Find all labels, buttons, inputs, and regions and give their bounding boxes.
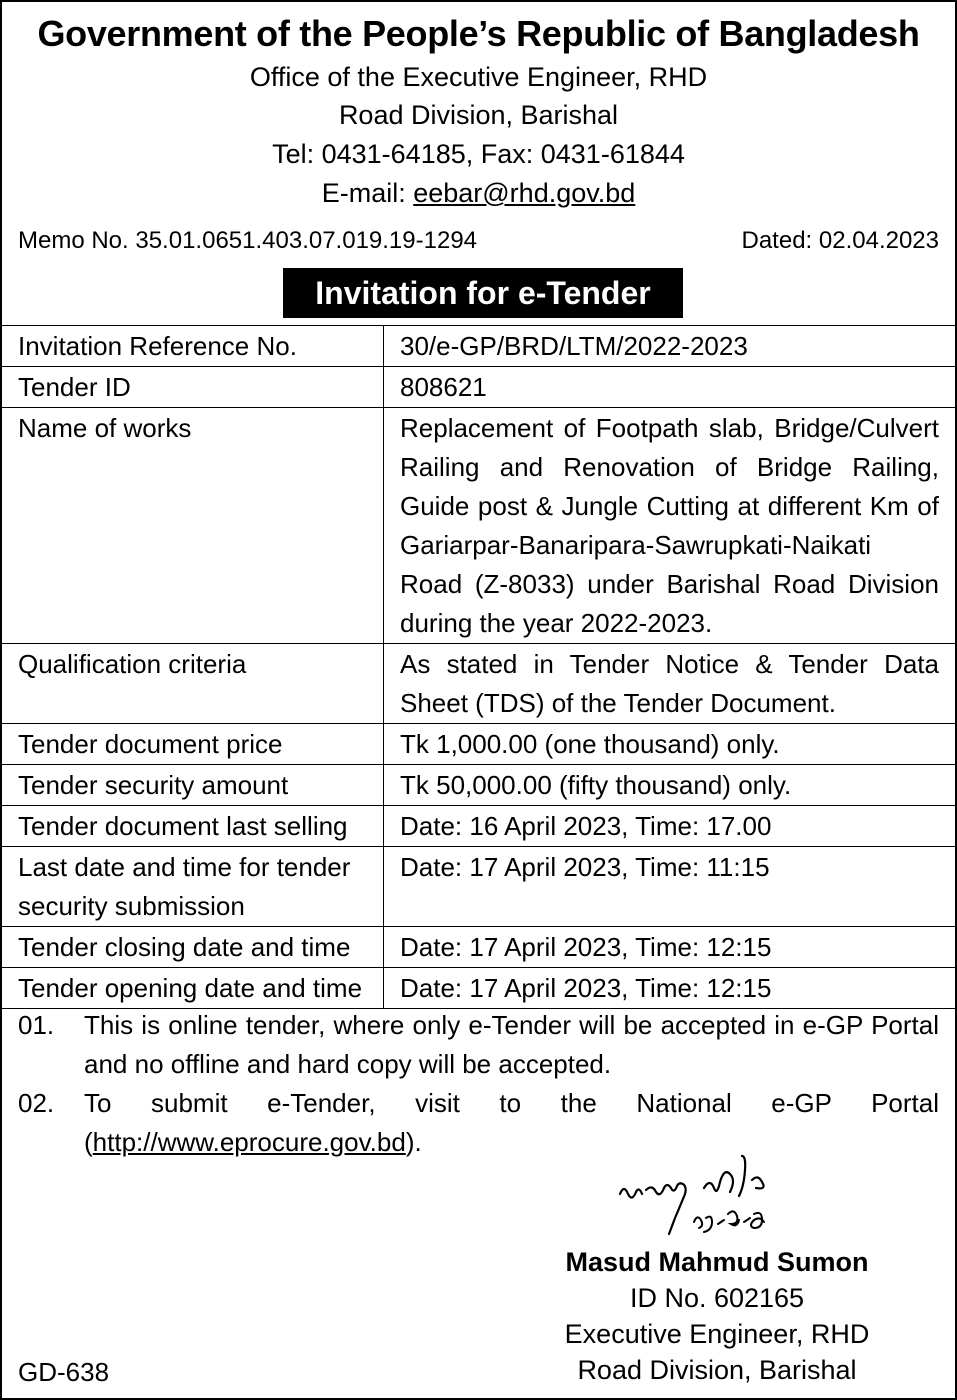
row-value: Date: 17 April 2023, Time: 12:15 (384, 968, 956, 1009)
row-label: Tender ID (2, 367, 384, 408)
row-value: 808621 (384, 367, 956, 408)
row-value: Replacement of Footpath slab, Bridge/Culvert Railing and Renovation of Bridge Railing, Guide post & Jungle Cutting at different Km of Gariarpar-Banaripara-Sawrupkati-Naikati Road (Z-8033) under Barishal Road Division during the year 2022-2023. (384, 408, 956, 644)
email-label: E-mail: (321, 178, 414, 208)
row-value: 30/e-GP/BRD/LTM/2022-2023 (384, 326, 956, 367)
row-label: Tender opening date and time (2, 968, 384, 1009)
signatory-designation: Executive Engineer, RHD (564, 1319, 870, 1349)
row-value: As stated in Tender Notice & Tender Data Sheet (TDS) of the Tender Document. (384, 644, 956, 724)
notes (18, 1006, 939, 1162)
row-label: Tender closing date and time (2, 927, 384, 968)
row-value: Date: 17 April 2023, Time: 11:15 (384, 847, 956, 927)
row-label: Tender document last selling (2, 806, 384, 847)
tel-fax: Tel: 0431-64185, Fax: 0431-61844 (272, 139, 685, 169)
table-row (2, 644, 955, 724)
row-label: Tender security amount (2, 765, 384, 806)
row-label: Name of works (2, 408, 384, 644)
row-label: Qualification criteria (2, 644, 384, 724)
table-row (2, 806, 955, 847)
table-row (2, 367, 955, 408)
note-text (84, 1084, 939, 1162)
table-row (2, 326, 955, 367)
tender-details-table (2, 325, 955, 1009)
notice-banner: Invitation for e-Tender (283, 268, 683, 318)
row-label: Last date and time for tender security submission (2, 847, 384, 927)
office-name: Office of the Executive Engineer, RHD (249, 62, 708, 92)
row-value: Date: 17 April 2023, Time: 12:15 (384, 927, 956, 968)
url-open-paren: ( (84, 1127, 93, 1157)
signatory-division: Road Division, Barishal (577, 1355, 857, 1385)
table-row (2, 765, 955, 806)
row-label: Invitation Reference No. (2, 326, 384, 367)
memo-date: Dated: 02.04.2023 (741, 227, 939, 254)
row-value: Tk 50,000.00 (fifty thousand) only. (384, 765, 956, 806)
table-row (2, 927, 955, 968)
signatory-name: Masud Mahmud Sumon (565, 1247, 869, 1277)
memo-number: Memo No. 35.01.0651.403.07.019.19-1294 (18, 227, 478, 254)
signatory-block (562, 1244, 872, 1388)
note-url-line (84, 1123, 939, 1162)
handwritten-signature (602, 1150, 802, 1240)
page-title: Government of the People’s Republic of Bangladesh (37, 13, 920, 54)
signatory-id: ID No. 602165 (629, 1283, 805, 1313)
note-text: This is online tender, where only e-Tender will be accepted in e-GP Portal and no offline and hard copy will be accepted. (84, 1010, 939, 1079)
note-item (18, 1006, 939, 1084)
url-close-paren: ). (405, 1127, 422, 1157)
note-text-line: To submit e-Tender, visit to the National e-GP Portal (84, 1088, 939, 1118)
table-row (2, 847, 955, 927)
row-label: Tender document price (2, 724, 384, 765)
row-value: Date: 16 April 2023, Time: 17.00 (384, 806, 956, 847)
table-row (2, 724, 955, 765)
table-row (2, 968, 955, 1009)
table-row (2, 408, 955, 644)
footer-code: GD-638 (18, 1357, 110, 1387)
row-value: Tk 1,000.00 (one thousand) only. (384, 724, 956, 765)
email-link[interactable]: eebar@rhd.gov.bd (413, 178, 636, 208)
note-number: 01. (18, 1010, 55, 1040)
email-line (2, 174, 955, 212)
division-name: Road Division, Barishal (338, 100, 619, 130)
note-number: 02. (18, 1088, 55, 1118)
eprocure-link[interactable]: http://www.eprocure.gov.bd (92, 1127, 406, 1157)
